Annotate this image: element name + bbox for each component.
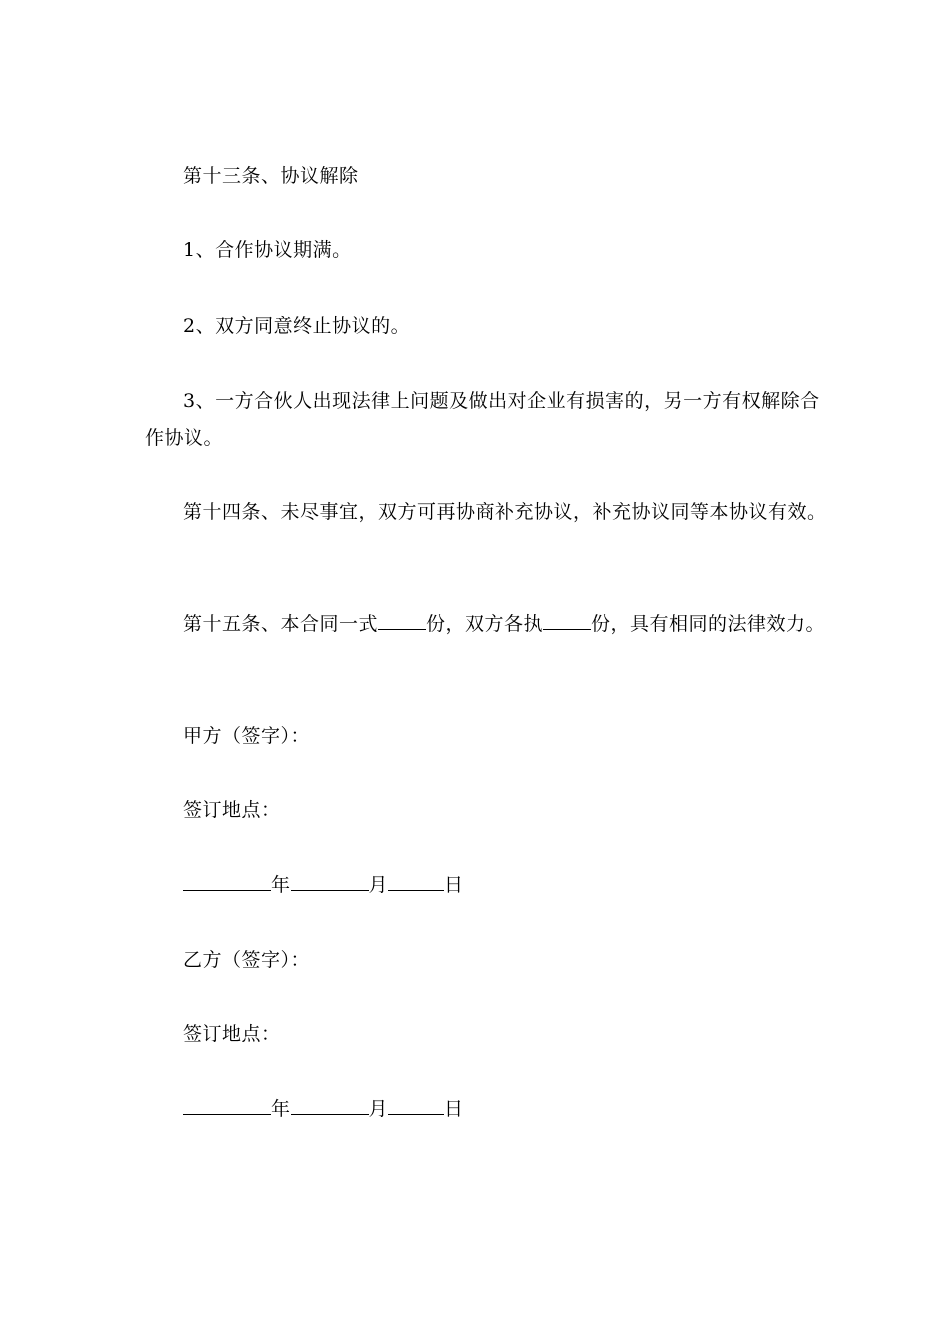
party-b-month-label: 月 bbox=[368, 1098, 389, 1120]
party-b-place-label: 签订地点： bbox=[183, 1023, 281, 1045]
party-a-year-blank bbox=[183, 870, 271, 891]
party-a-month-blank bbox=[291, 870, 369, 891]
party-b-year-blank bbox=[183, 1094, 271, 1115]
party-b-year-label: 年 bbox=[271, 1098, 291, 1120]
party-a-date-line bbox=[183, 870, 464, 899]
article-15 bbox=[183, 609, 825, 638]
party-a-day-label: 日 bbox=[444, 874, 464, 896]
party-b-day-blank bbox=[388, 1094, 444, 1115]
article-14: 第十四条、未尽事宜，双方可再协商补充协议，补充协议同等本协议有效。 bbox=[183, 501, 827, 523]
article-13-title: 第十三条、协议解除 bbox=[183, 165, 359, 187]
article-15-prefix: 第十五条、本合同一式 bbox=[183, 613, 379, 635]
article-13-item-1: 1、合作协议期满。 bbox=[183, 239, 352, 261]
party-a-month-label: 月 bbox=[368, 874, 389, 896]
article-13-item-3-line-1: 3、一方合伙人出现法律上问题及做出对企业有损害的，另一方有权解除合 bbox=[183, 390, 820, 412]
article-15-suffix: 份，具有相同的法律效力。 bbox=[591, 613, 826, 635]
party-a-signature-label: 甲方（签字）： bbox=[183, 725, 311, 747]
copies-total-blank bbox=[378, 609, 426, 630]
article-15-mid: 份，双方各执 bbox=[426, 613, 544, 635]
party-b-day-label: 日 bbox=[444, 1098, 464, 1120]
party-b-month-blank bbox=[291, 1094, 369, 1115]
party-a-place-label: 签订地点： bbox=[183, 799, 281, 821]
article-13-item-3-line-2: 作协议。 bbox=[145, 427, 224, 449]
copies-each-blank bbox=[543, 609, 591, 630]
party-b-signature-label: 乙方（签字）： bbox=[183, 949, 311, 971]
article-13-item-2: 2、双方同意终止协议的。 bbox=[183, 315, 411, 337]
party-a-day-blank bbox=[388, 870, 444, 891]
party-a-year-label: 年 bbox=[271, 874, 291, 896]
party-b-date-line bbox=[183, 1094, 464, 1123]
